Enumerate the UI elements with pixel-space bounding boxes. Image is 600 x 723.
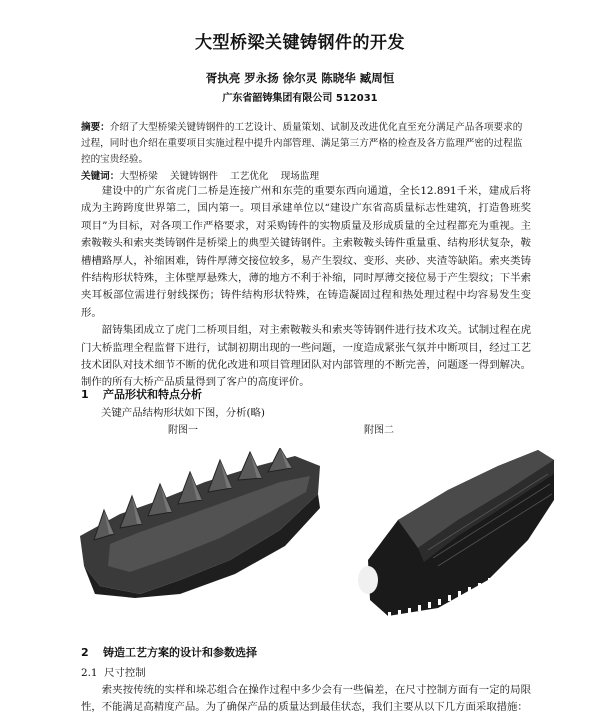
subsection-heading-2-1: 2.1 尺寸控制 xyxy=(81,667,146,679)
abstract xyxy=(81,120,531,168)
section-heading-1 xyxy=(81,386,202,402)
keywords xyxy=(81,170,531,184)
figure2-caption: 附图二 xyxy=(364,425,394,436)
section2-paragraph: 索夹按传统的实样和垛芯组合在操作过程中多少会有一些偏差，在尺寸控制方面有一定的局限性，不能满足高精度产品。为了确保产品的质量达到最佳状态，我们主要从以下几方面采取措施： xyxy=(81,684,531,714)
paper-title: 大型桥梁关键铸钢件的开发 xyxy=(195,33,405,53)
section2-body xyxy=(81,682,531,717)
keywords-text: 大型桥梁 关键铸钢件 工艺优化 现场监理 xyxy=(119,171,320,182)
section1-sentence: 关键产品结构形状如下图，分析(略) xyxy=(101,407,265,419)
intro-paragraph: 韶铸集团成立了虎门二桥项目组，对主索鞍鞍头和索夹等铸钢件进行技术攻关。试制过程在虎门大桥监理全程监督下进行，试制初期出现的一些问题，一度造成紧张气氛并中断项目，经过工艺技术团队对技术细节不断的优化改进和项目管理团队对内部管理的不断完善，问题逐一得到解决。制作的所有大桥产品质量得到了客户的高度评价。 xyxy=(81,324,531,389)
paper-affiliation: 广东省韶铸集团有限公司 512031 xyxy=(222,93,378,104)
section-title: 产品形状和特点分析 xyxy=(103,388,202,401)
intro-body xyxy=(81,183,531,392)
paper-authors: 胥执亮 罗永扬 徐尔灵 陈晓华 臧周恒 xyxy=(205,71,395,85)
section-number: 1 xyxy=(81,388,89,401)
section-number: 2 xyxy=(81,646,89,659)
section-title: 铸造工艺方案的设计和参数选择 xyxy=(103,646,257,659)
figure1-caption: 附图一 xyxy=(168,425,198,436)
abstract-text: 介绍了大型桥梁关键铸钢件的工艺设计、质量策划、试制及改进优化直至充分满足产品各项要求的过程，同时也介绍在重要项目实施过程中提升内部管理、满足第三方严格的检查及各方监理严密的过程监控的宝贵经验。 xyxy=(81,122,523,165)
keywords-label: 关键词： xyxy=(81,171,120,182)
figure2-image xyxy=(358,440,558,630)
section-heading-2 xyxy=(81,644,257,660)
abstract-label: 摘要： xyxy=(81,122,110,133)
figure1-image xyxy=(80,448,325,598)
intro-paragraph: 建设中的广东省虎门二桥是连接广州和东莞的重要东西向通道，全长12.891千米，建成后将成为主跨跨度世界第二，国内第一。项目承建单位以“建设广东省高质量标志性建筑，打造鲁班奖项目”为目标，对各项工作严格要求，对采购铸件的实物质量及形成质量的全过程都充为重视。主索鞍鞍头和索夹类铸钢件是桥梁上的典型关键铸钢件。主索鞍鞍头铸件重量重、结构形状复杂，鞍槽槽路厚人，补缩困难，铸件厚薄交接位较多，易产生裂纹、变形、夹砂、夹渣等缺陷。索夹类铸件结构形状特殊，主体壁厚悬殊大，薄的地方不利于补缩，同时厚薄交接位易于产生裂纹；下半索夹耳板部位需进行射线探伤；铸件结构形状特殊，在铸造凝固过程和热处理过程中均容易发生变形。 xyxy=(81,185,531,319)
